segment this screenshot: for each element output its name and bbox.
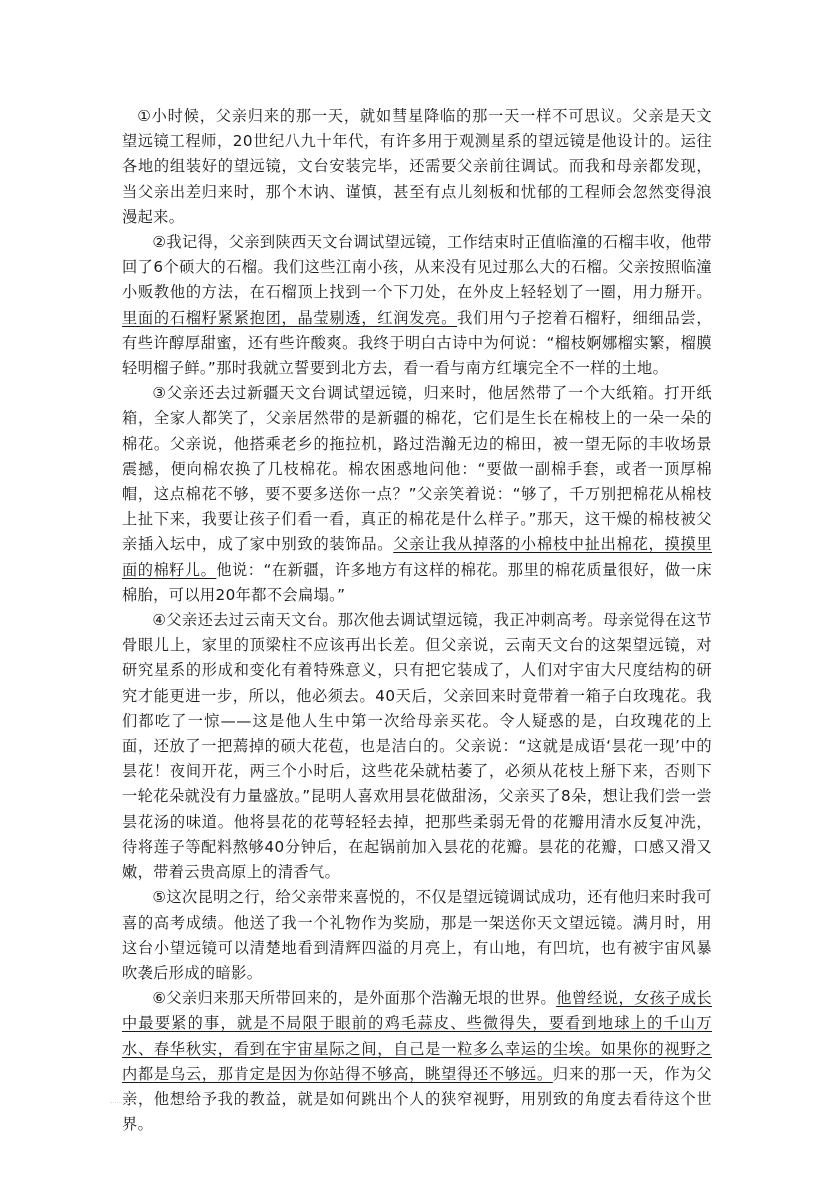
paragraph-5	[122, 885, 712, 986]
paragraph-3-underlined-text: 父亲让我从掉落的小棉枝中扯出棉花，摸摸里面的棉籽儿。	[122, 535, 712, 579]
paragraph-4-text: ④父亲还去过云南天文台。那次他去调试望远镜，我正冲刺高考。母亲觉得在这节骨眼儿上，家里的顶梁柱不应该再出长差。但父亲说，云南天文台的这架望远镜，对研究星系的形成和变化有着特殊意义，只有把它装成了，人们对宇宙大尺度结构的研究才能更进一步，所以，他必须去。40天后，父亲回来时竟带着一箱子白玫瑰花。我们都吃了一惊——这是他人生中第一次给母亲买花。令人疑惑的是，白玫瑰花的上面，还放了一把蔫掉的硕大花苞，也是洁白的。父亲说：“这就是成语‘昙花一现’中的昙花！夜间开花，两三个小时后，这些花朵就枯萎了，必须从花枝上掰下来，否则下一轮花朵就没有力量盛放。”昆明人喜欢用昙花做甜汤，父亲买了8朵，想让我们尝一尝昙花汤的味道。他将昙花的花萼轻轻去掉，把那些柔弱无骨的花瓣用清水反复冲洗，待将莲子等配料熬够40分钟后，在起锅前加入昙花的花瓣。昙花的花瓣，口感又滑又嫩，带着云贵高原上的清香气。	[122, 611, 712, 882]
paragraph-2-underlined-text: 里面的石榴籽紧紧抱团，晶莹剔透，红润发亮。	[122, 308, 458, 327]
paragraph-3-text-continued: 他说：“在新疆，许多地方有这样的棉花。那里的棉花质量很好，做一床棉胎，可以用20年都不会扁塌。”	[122, 560, 713, 604]
article-body	[122, 104, 712, 1137]
paragraph-2	[122, 230, 712, 381]
paragraph-2-text: ②我记得，父亲到陕西天文台调试望远镜，工作结束时正值临潼的石榴丰收，他带回了6个硕大的石榴。我们这些江南小孩，从来没有见过那么大的石榴。父亲按照临潼小贩教他的方法，在石榴顶上找到一个下刀处，在外皮上轻轻划了一圈，用力掰开。	[122, 233, 712, 302]
paragraph-6-underlined-text: 他曾经说，女孩子成长中最要紧的事，就是不局限于眼前的鸡毛蒜皮、些微得失，要看到地球上的千山万水、春华秋实，看到在宇宙星际之间，自己是一粒多么幸运的尘埃。如果你的视野之内都是乌云，那肯定是因为你站得不够高，眺望得还不够远。	[122, 989, 713, 1083]
paragraph-3	[122, 381, 712, 608]
footer-watermark-mark	[110, 1102, 140, 1106]
paragraph-6-text: ⑥父亲归来那天所带回来的，是外面那个浩瀚无垠的世界。	[152, 989, 557, 1008]
paragraph-1-text: ①小时候，父亲归来的那一天，就如彗星降临的那一天一样不可思议。父亲是天文望远镜工程师，20世纪八九十年代，有许多用于观测星系的望远镜是他设计的。运往各地的组装好的望远镜，文台安装完毕，还需要父亲前往调试。而我和母亲都发现，当父亲出差归来时，那个木讷、谨慎，甚至有点儿刻板和忧郁的工程师会忽然变得浪漫起来。	[122, 107, 712, 226]
paragraph-5-text: ⑤这次昆明之行，给父亲带来喜悦的，不仅是望远镜调试成功，还有他归来时我可喜的高考成绩。他送了我一个礼物作为奖励，那是一架送你天文望远镜。满月时，用这台小望远镜可以清楚地看到清辉四溢的月亮上，有山地，有凹坑，也有被宇宙风暴吹袭后形成的暗影。	[122, 888, 712, 982]
paragraph-4	[122, 608, 712, 885]
paragraph-6-text-continued: 归来的那一天，作为父亲，他想给予我的教益，就是如何跳出个人的狭窄视野，用别致的角度去看待这个世界。	[122, 1064, 713, 1134]
paragraph-6	[122, 986, 712, 1137]
paragraph-1	[122, 104, 712, 230]
paragraph-2-text-continued: 我们用勺子挖着石榴籽，细细品尝，有些许醇厚甜蜜，还有些许酸爽。我终于明白古诗中为何说：“榴枝婀娜榴实繁，榴膜轻明榴子鲜。”那时我就立誓要到北方去，看一看与南方红壤完全不一样的土地。	[122, 308, 712, 378]
paragraph-3-text: ③父亲还去过新疆天文台调试望远镜，归来时，他居然带了一个大纸箱。打开纸箱，全家人都笑了，父亲居然带的是新疆的棉花，它们是生长在棉枝上的一朵一朵的棉花。父亲说，他搭乘老乡的拖拉机，路过浩瀚无边的棉田，被一望无际的丰收场景震撼，便向棉农换了几枝棉花。棉农困惑地问他：“要做一副棉手套，或者一顶厚棉帽，这点棉花不够，要不要多送你一点？”父亲笑着说：“够了，千万别把棉花从棉枝上扯下来，我要让孩子们看一看，真正的棉花是什么样子。”那天，这干燥的棉枝被父亲插入坛中，成了家中别致的装饰品。	[122, 384, 712, 554]
